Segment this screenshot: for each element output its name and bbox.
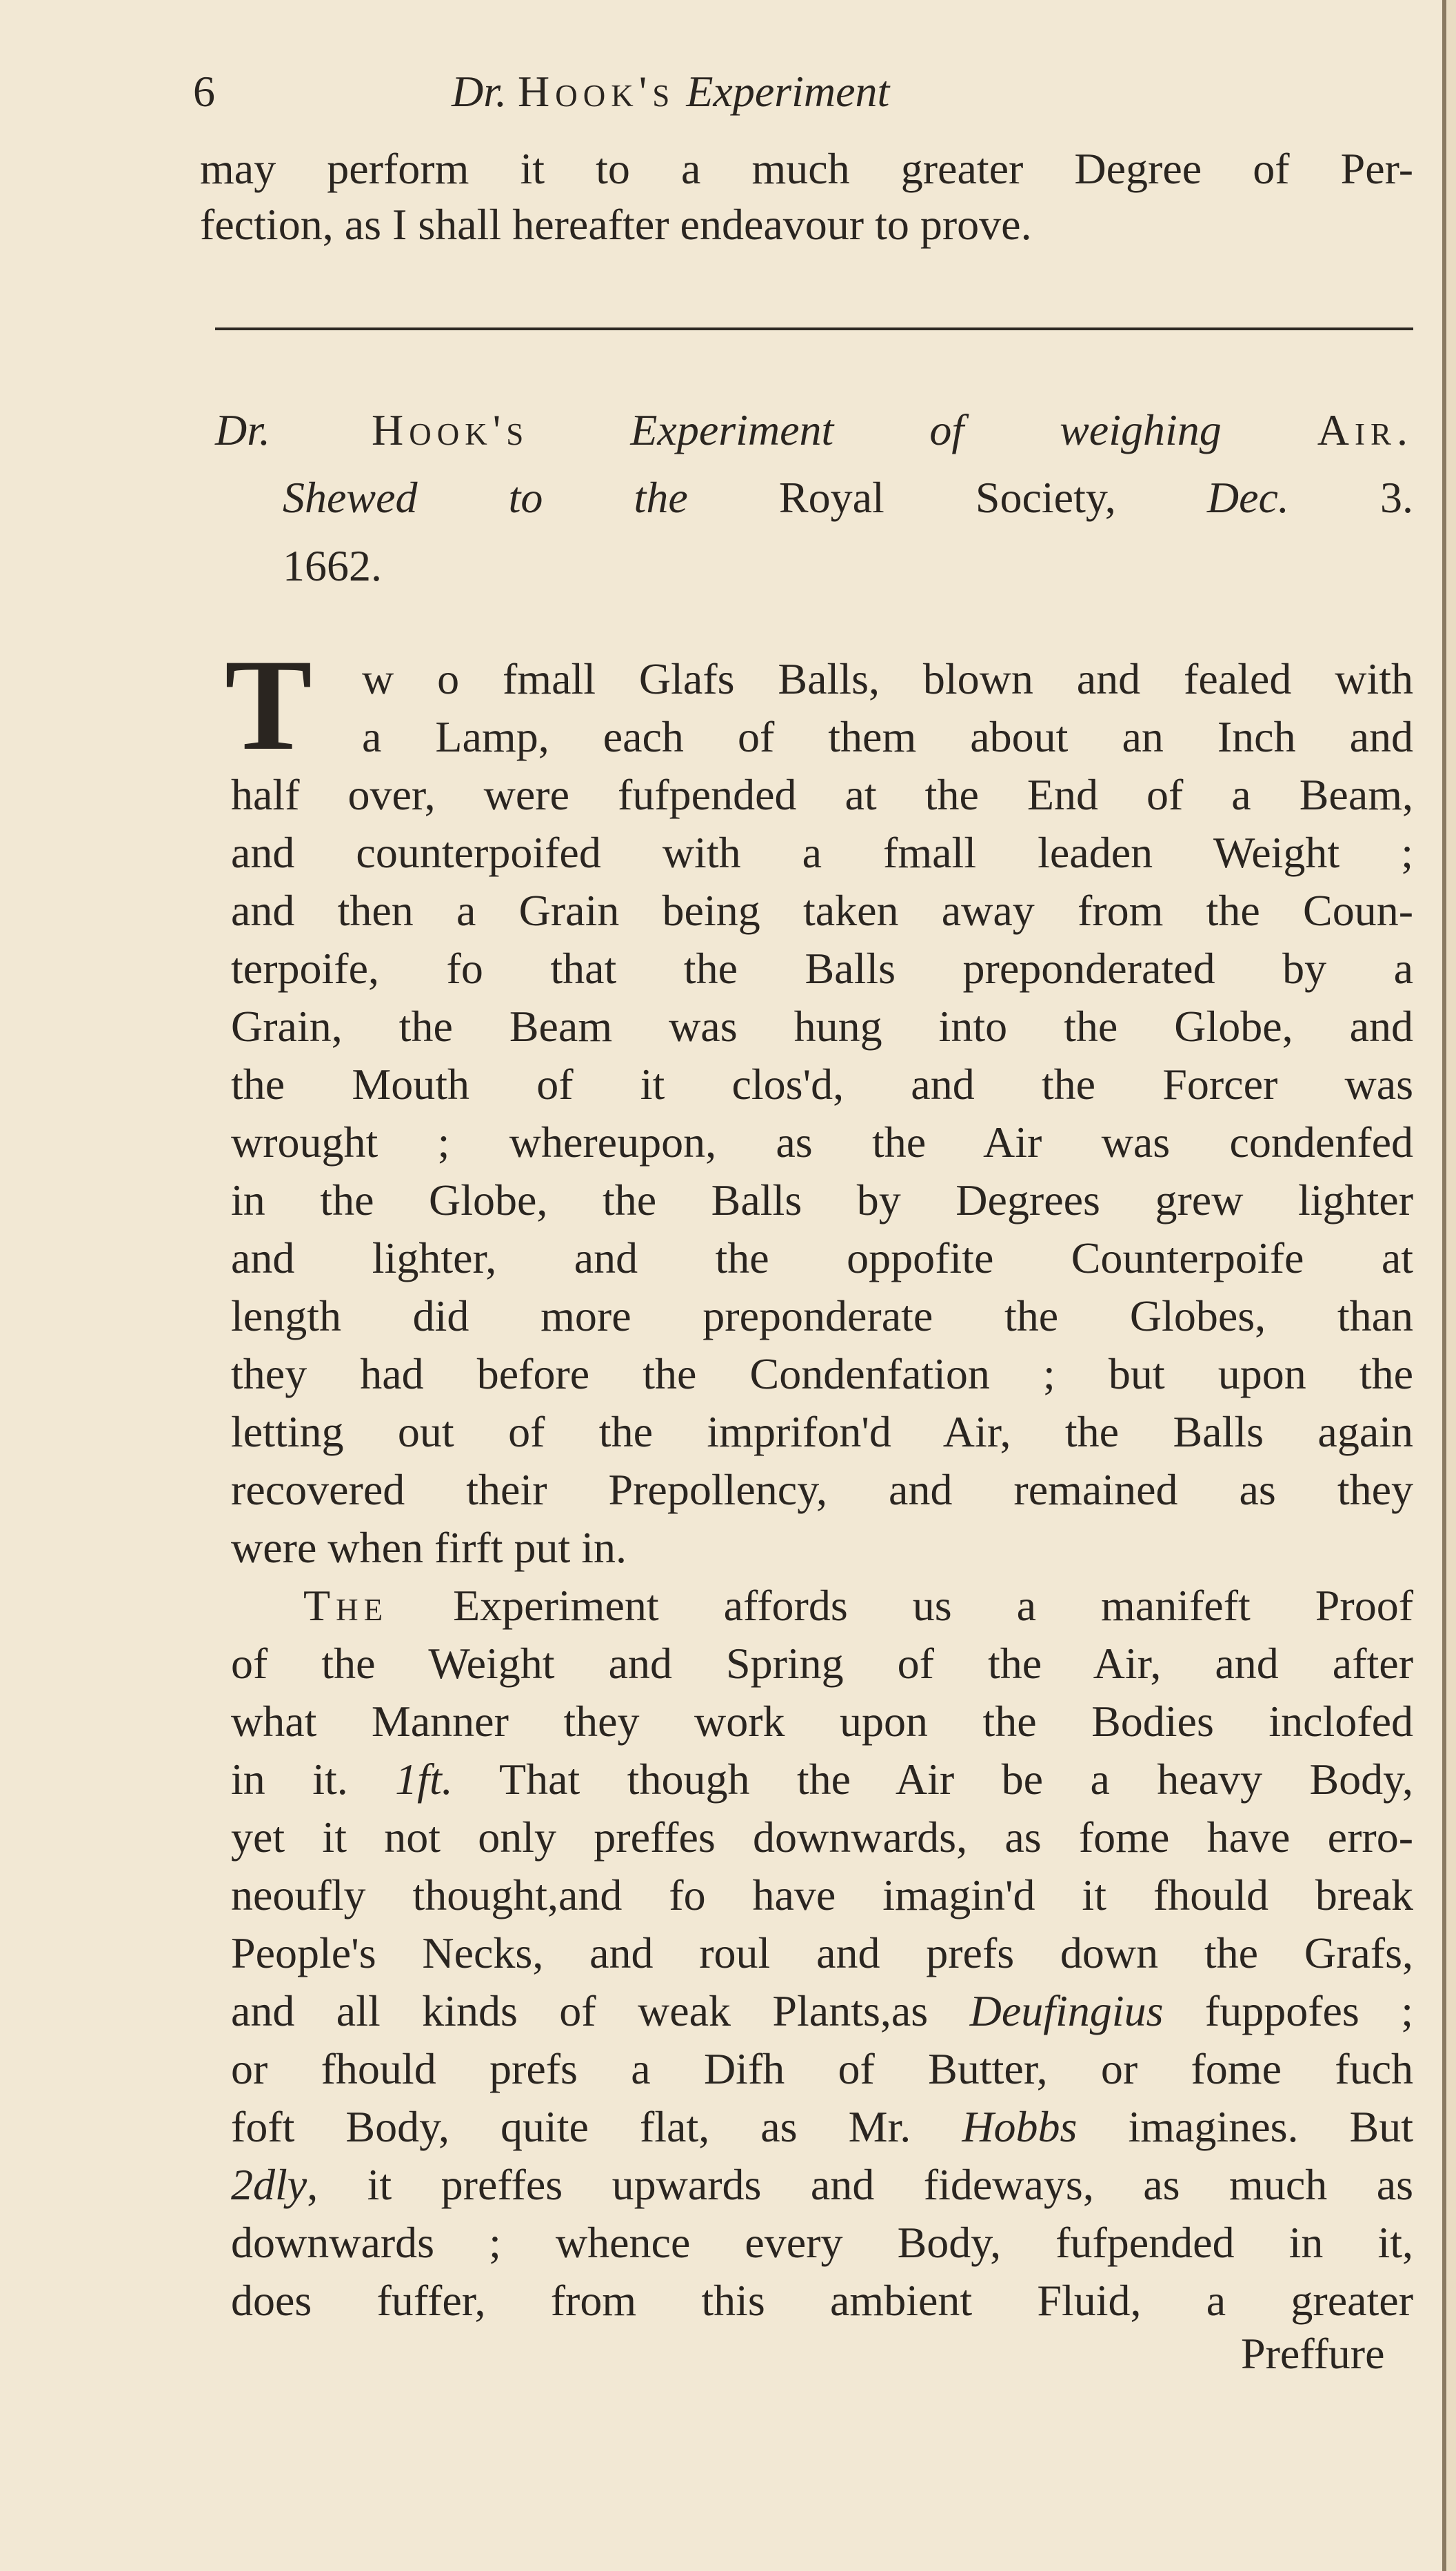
text-segment: recovered their Prepollency, and remained as they [231,1465,1413,1514]
body-line [231,1984,1413,2039]
body-line [231,883,1413,938]
body-line [231,1115,1413,1170]
text-segment: and then a Grain being taken away from the Coun- [231,886,1413,935]
text-segment: what Manner they work upon the Bodies inclofed [231,1697,1413,1746]
page-number: 6 [193,67,215,116]
text-segment: , it preffes upwards and fideways, as much as [307,2160,1413,2209]
body-line [231,767,1413,823]
text-segment: downwards ; whence every Body, fufpended in it, [231,2218,1413,2267]
text-segment: length did more preponderate the Globes, than [231,1291,1413,1340]
heading-line3 [283,538,382,594]
text-segment: fuppofes ; [1163,1986,1414,2035]
text-segment: Shewed to the [283,473,779,522]
text-segment: or fhould prefs a Difh of Butter, or fome fuch [231,2044,1413,2093]
text-segment: Hook's [270,405,631,454]
body-line [231,2273,1413,2328]
text-segment: the Mouth of it clos'd, and the Forcer was [231,1060,1413,1109]
text-segment: Dr. [215,405,271,454]
text-segment: 1ft. [395,1755,453,1804]
text-segment: Hobbs [962,2102,1078,2151]
text-segment: letting out of the imprifon'd Air, the Balls again [231,1407,1413,1456]
text-segment: 1662. [283,541,382,590]
heading-line1 [215,403,1413,458]
text-segment: and lighter, and the oppofite Counterpoife at [231,1233,1413,1282]
text-segment: Air. [1317,405,1414,454]
text-segment: and counterpoifed with a fmall leaden Weight ; [231,828,1413,877]
text-segment: in the Globe, the Balls by Degrees grew lighter [231,1176,1413,1224]
body-line [231,825,1413,880]
text-segment: That though the Air be a heavy Body, [452,1755,1413,1804]
text-segment: 2dly [231,2160,307,2209]
text-segment: imagines. But [1077,2102,1414,2151]
body-line [231,2041,1413,2097]
running-head-rest: Experiment [686,67,890,116]
body-line [231,1057,1413,1112]
body-line [231,1868,1413,1923]
body-line [303,1578,1413,1633]
body-line [231,2215,1413,2270]
body-line [231,1636,1413,1691]
text-segment: of the Weight and Spring of the Air, and after [231,1639,1413,1688]
text-segment: Experiment affords us a manifeft Proof [388,1581,1413,1630]
body-line [231,1289,1413,1344]
running-head-prefix: Dr. [452,67,507,116]
body-line [231,1694,1413,1749]
body-line [231,941,1413,996]
section-divider [215,327,1413,330]
text-segment: neoufly thought,and fo have imagin'd it fhould break [231,1871,1413,1919]
text-segment: does fuffer, from this ambient Fluid, a greater [231,2276,1413,2325]
body-line [231,1752,1413,1807]
body-line [362,652,1413,707]
text-segment: yet it not only preffes downwards, as fome have erro- [231,1813,1413,1862]
body-line [231,2157,1413,2212]
body-line [231,999,1413,1054]
body-line [231,1404,1413,1460]
text-segment: they had before the Condenfation ; but upon the [231,1349,1413,1398]
text-segment: w o fmall Glafs Balls, blown and fealed with [362,654,1413,703]
body-line [231,1173,1413,1228]
text-segment: Experiment of weighing [630,405,1317,454]
catchword: Preffure [1241,2329,1385,2378]
text-segment: The [303,1581,389,1630]
text-segment: Deufingius [969,1986,1164,2035]
body-line [231,1347,1413,1402]
text-segment: wrought ; whereupon, as the Air was condenfed [231,1118,1413,1167]
text-segment: a Lamp, each of them about an Inch and [362,712,1413,761]
page-edge [1442,0,1446,2571]
body-line [231,1462,1413,1518]
intro-line: may perform it to a much greater Degree of Per- [200,144,1413,193]
text-segment: and all kinds of weak Plants,as [231,1986,970,2035]
text-segment: People's Necks, and roul and prefs down the Grafs, [231,1928,1413,1977]
text-segment: in it. [231,1755,396,1804]
running-head [452,64,889,119]
heading-line2 [283,470,1413,525]
text-segment: terpoife, fo that the Balls preponderated by a [231,944,1413,993]
text-segment: were when firft put in. [231,1523,627,1572]
body-line [231,1231,1413,1286]
body-line [362,709,1413,765]
running-head-name: Hook's [518,67,676,116]
page-gutter [1446,0,1456,2571]
text-segment: Grain, the Beam was hung into the Globe, and [231,1002,1413,1051]
intro-line: fection, as I shall hereafter endeavour to prove. [200,200,1032,249]
drop-cap: T [225,633,312,778]
body-line [231,1520,627,1575]
text-segment: half over, were fufpended at the End of a Beam, [231,770,1413,819]
text-segment: 3. [1288,473,1414,522]
body-line [231,1810,1413,1865]
body-line [231,2099,1413,2155]
text-segment: Dec. [1206,473,1289,522]
text-segment: Royal Society, [778,473,1207,522]
text-segment: foft Body, quite flat, as Mr. [231,2102,962,2151]
body-line [231,1926,1413,1981]
